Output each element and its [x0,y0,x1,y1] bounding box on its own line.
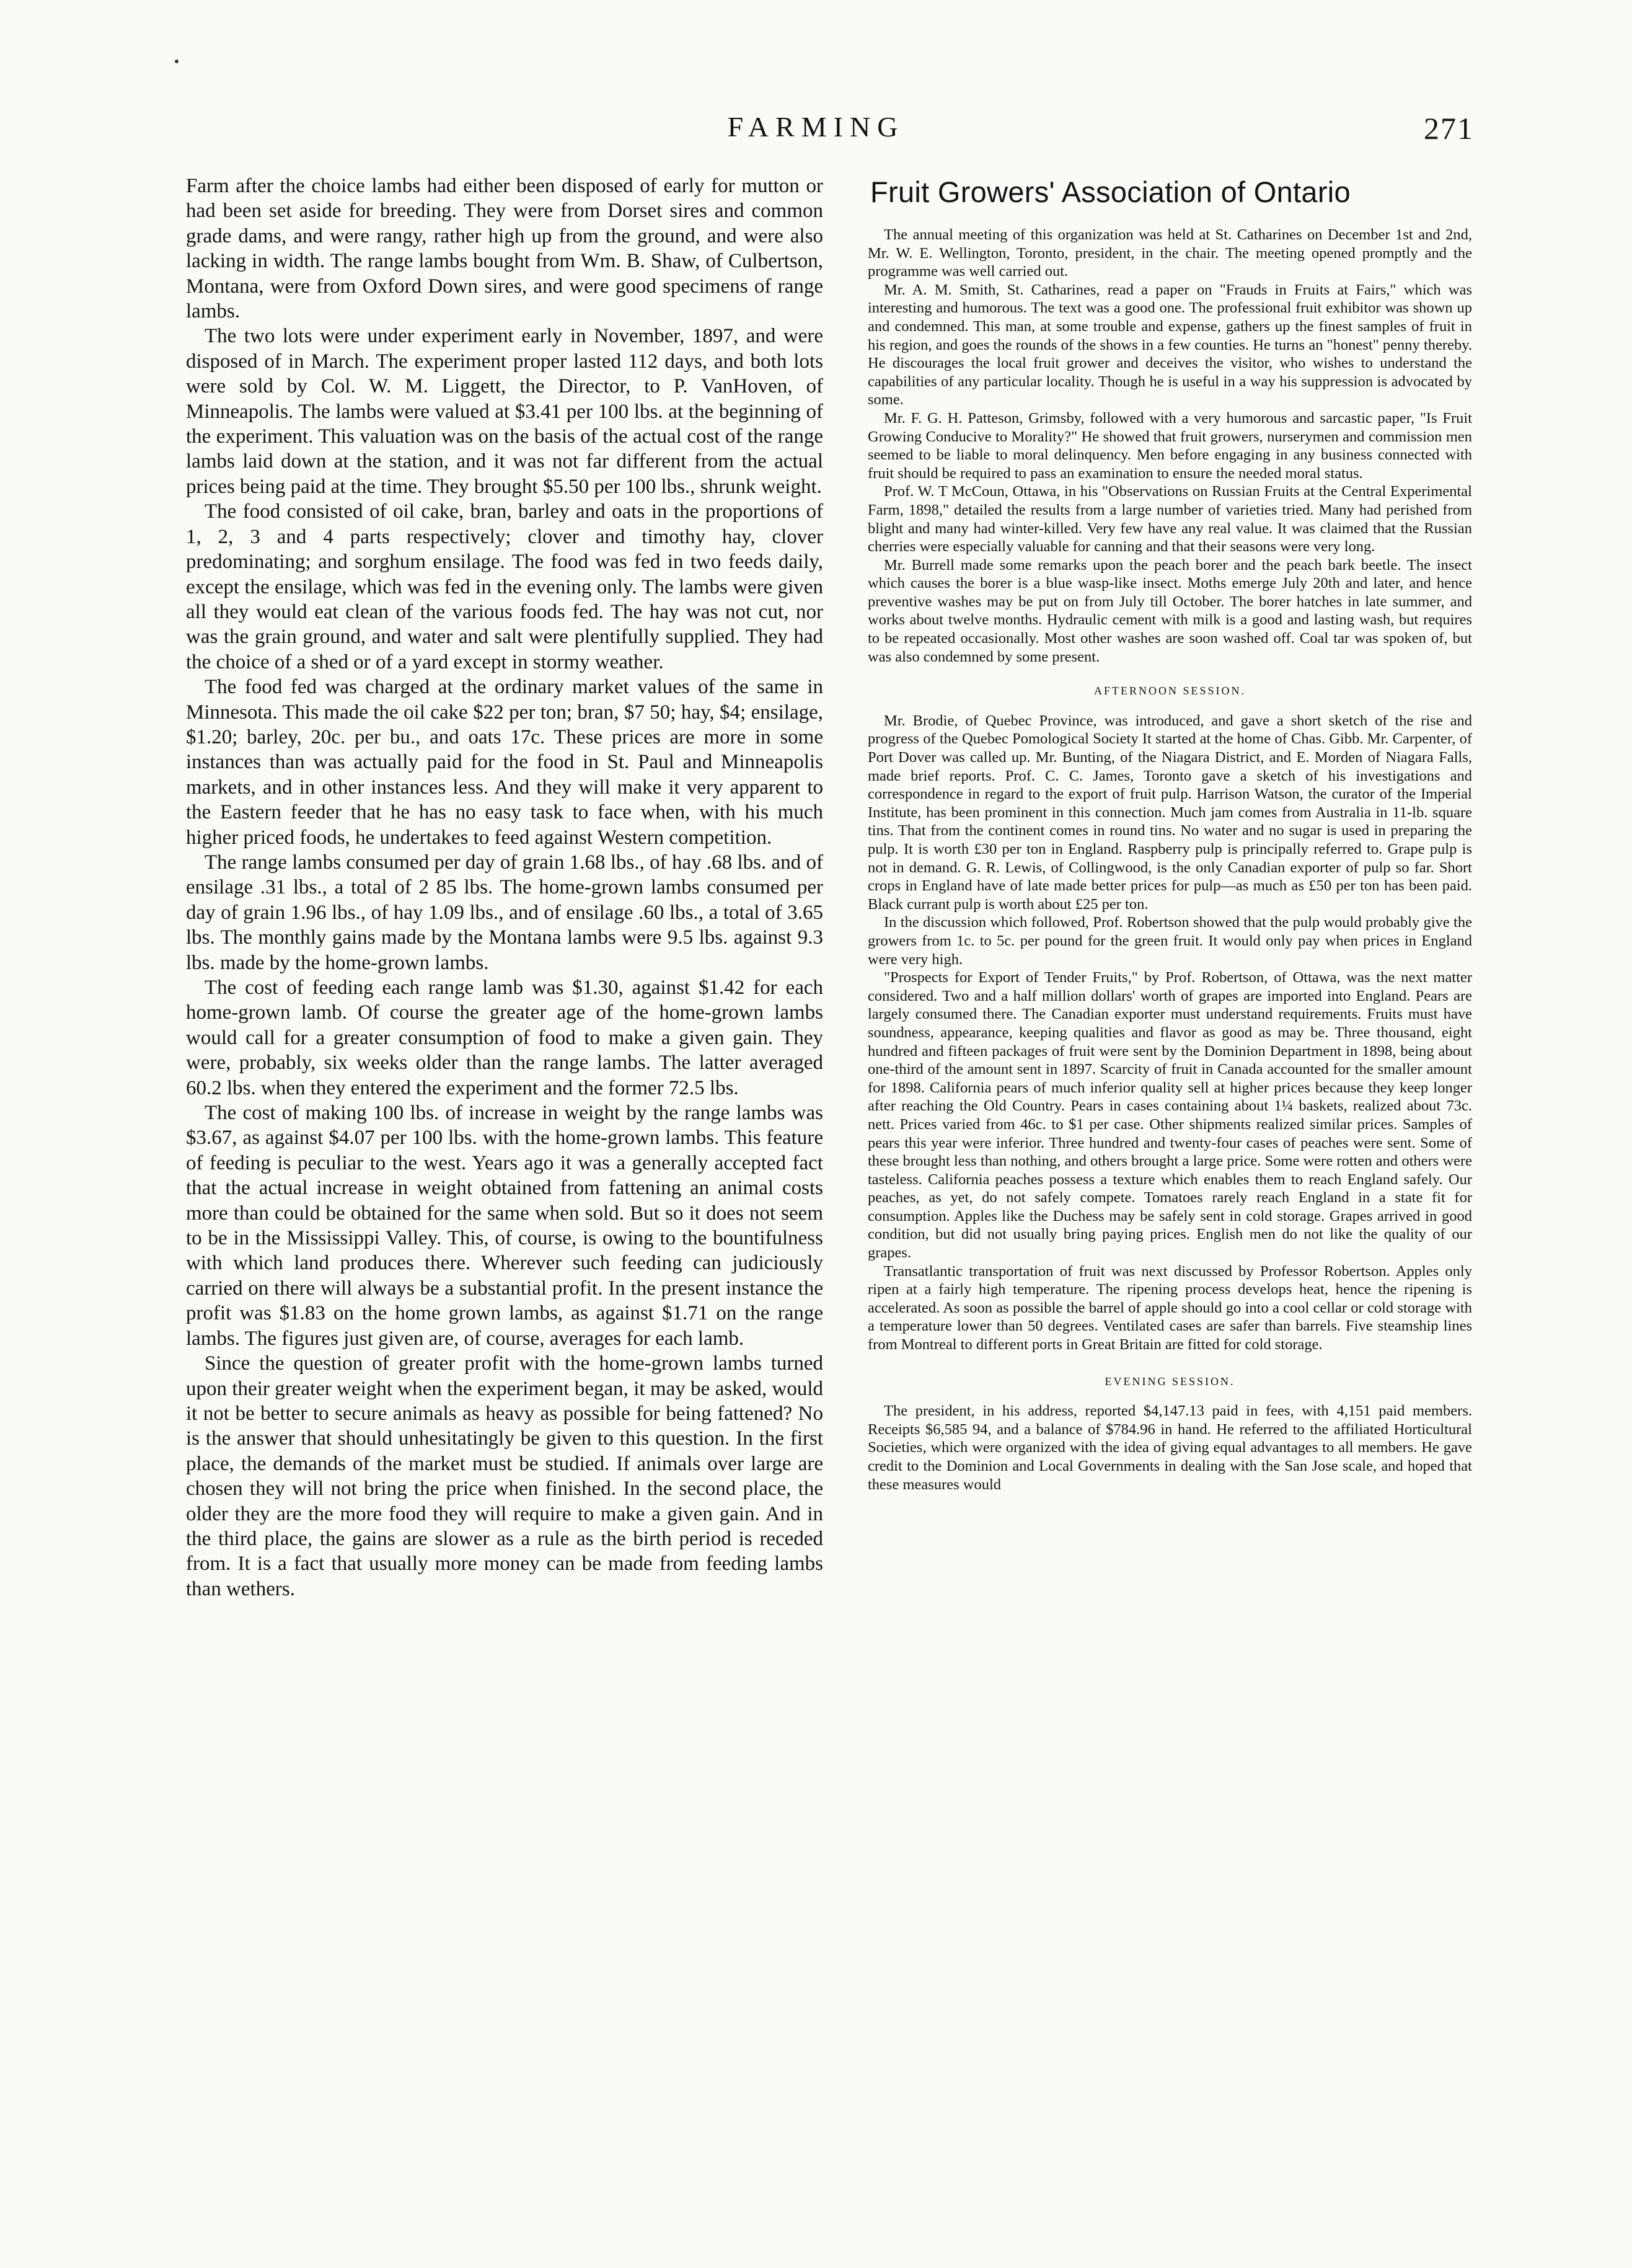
body-paragraph: In the discussion which followed, Prof. Robertson showed that the pulp would probably give the growers from 1c. to 5c. per pound for the green fruit. It would only pay when prices in England were very high. [868,914,1472,968]
body-paragraph: Since the question of greater profit with the home-grown lambs turned upon their greater weight when the experiment began, it may be asked, would it not be better to secure animals as heavy as possible for being fattened? No is the answer that should unhesitatingly be given to this question. In the first place, the demands of the market must be studied. If animals over large are chosen they will not bring the price when finished. In the second place, the older they are the more food they will require to make a given gain. And in the third place, the gains are slower as a rule as the birth period is receded from. It is a fact that usually more money can be made from feeding lambs than wethers. [186,1352,823,1600]
article-title: Fruit Growers' Association of Ontario [870,175,1351,208]
body-paragraph: The two lots were under experiment early in November, 1897, and were disposed of in March. The experiment proper lasted 112 days, and both lots were sold by Col. W. M. Liggett, the Director, to P. VanHoven, of Minneapolis. The lambs were valued at $3.41 per 100 lbs. at the beginning of the experiment. This valuation was on the basis of the actual cost of the range lambs laid down at the station, and it was not far different from the actual prices being paid at the time. They brought $5.50 per 100 lbs., shrunk weight. [186,325,823,498]
page-number: 271 [1424,111,1474,146]
section-heading-evening: EVENING SESSION. [1105,1375,1235,1388]
body-paragraph: Mr. F. G. H. Patteson, Grimsby, followed with a very humorous and sarcastic paper, "Is Fruit Growing Conducive to Morality?" He showed that fruit growers, nurserymen and commission men seemed to be liable to moral delinquency. Men before engaging in any business connected with fruit should be required to pass an examination to ensure the needed moral status. [868,409,1472,482]
body-paragraph: The range lambs consumed per day of grain 1.68 lbs., of hay .68 lbs. and of ensilage .31 lbs., a total of 2 85 lbs. The home-grown lambs consumed per day of grain 1.96 lbs., of hay 1.09 lbs., and of ensilage .60 lbs., a total of 3.65 lbs. The monthly gains made by the Montana lambs were 9.5 lbs. against 9.3 lbs. made by the home-grown lambs. [186,851,823,974]
running-head [0,105,1632,155]
section-heading-afternoon: AFTERNOON SESSION. [1093,684,1246,698]
left-column [186,174,823,1601]
right-column [868,174,1472,1494]
body-paragraph: Transatlantic transportation of fruit was next discussed by Professor Robertson. Apples only ripen at a fairly high temperature. The ripening process develops heat, hence the ripening is accelerated. As soon as possible the barrel of apple should go into a cool cellar or cold storage with a temperature lower than 50 degrees. Ventilated cases are safer than barrels. Five steamship lines from Montreal to different ports in Great Britain are fitted for cold storage. [868,1262,1472,1353]
body-paragraph: Mr. A. M. Smith, St. Catharines, read a paper on "Frauds in Fruits at Fairs," which was interesting and humorous. The text was a good one. The professional fruit exhibitor was shown up and condemned. This man, at some trouble and expense, gathers up the finest samples of fruit in his region, and goes the rounds of the shows in a few counties. He turns an "honest" penny thereby. He discourages the local fruit grower and deceives the visitor, who wishes to understand the capabilities of any particular locality. Though he is useful in a way his suppression is advocated by some. [868,281,1472,409]
body-paragraph: Mr. Burrell made some remarks upon the peach borer and the peach bark beetle. The insect which causes the borer is a blue wasp-like insect. Moths emerge July 20th and later, and hence preventive washes may be put on from July till October. The borer hatches in late summer, and works about twelve months. Hydraulic cement with milk is a good and lasting wash, but requires to be repeated occasionally. Most other washes are soon washed off. Coal tar was spoken of, but was also condemned by some present. [868,556,1472,665]
body-paragraph: Farm after the choice lambs had either been disposed of early for mutton or had been set aside for breeding. They were from Dorset sires and common grade dams, and were rangy, rather high up from the ground, and were also lacking in width. The range lambs bought from Wm. B. Shaw, of Culbertson, Montana, were from Oxford Down sires, and were good specimens of range lambs. [186,175,823,323]
body-paragraph: "Prospects for Export of Tender Fruits," by Prof. Robertson, of Ottawa, was the next matter considered. Two and a half million dollars' worth of grapes are imported into England. Pears are largely consumed there. The Canadian exporter must understand requirements. Fruits must have soundness, appearance, keeping qualities and flavor as good as may be. Three thousand, eight hundred and fifteen packages of fruit were sent by the Dominion Department in 1898, being about one-third of the amount sent in 1897. Scarcity of fruit in Canada accounted for the smaller amount for 1898. California pears of much inferior quality sell at higher prices because they keep longer after reaching the Old Country. Pears in cases containing about 1¼ baskets, realized about 73c. nett. Prices varied from 46c. to $1 per case. Other shipments realized similar prices. Samples of pears this year were inferior. Three hundred and twenty-four cases of peaches were sent. Some of these brought less than nothing, and others brought a large price. Some were rotten and others were tasteless. California peaches possess a texture which enables them to reach England safely. Our peaches, as yet, do not safely compete. Tomatoes rarely reach England in a state fit for consumption. Apples like the Duchess may be safely sent in cold storage. Grapes arrived in good condition, but did not usually bring paying prices. English men do not like the quality of our grapes. [868,969,1472,1262]
body-paragraph: The cost of making 100 lbs. of increase in weight by the range lambs was $3.67, as against $4.07 per 100 lbs. with the home-grown lambs. This feature of feeding is peculiar to the west. Years ago it was a generally accepted fact that the actual increase in weight obtained from fattening an animal costs more than could be obtained for the same when sold. But so it does not seem to be in the Mississippi Valley. This, of course, is owing to the bountifulness with which land produces there. Wherever such feeding can judiciously carried on there will always be a substantial profit. In the present instance the profit was $1.83 on the home grown lambs, as against $1.71 on the range lambs. The figures just given are, of course, averages for each lamb. [186,1102,823,1350]
body-paragraph: The food consisted of oil cake, bran, barley and oats in the proportions of 1, 2, 3 and 4 parts respectively; clover and timothy hay, clover predominating; and sorghum ensilage. The food was fed in two feeds daily, except the ensilage, which was fed in the evening only. The lambs were given all they would eat clean of the various foods fed. The hay was not cut, nor was the grain ground, and water and salt were plentifully supplied. They had the choice of a shed or of a yard except in stormy weather. [186,500,823,673]
journal-title: FARMING [727,111,905,143]
body-paragraph: The annual meeting of this organization was held at St. Catharines on December 1st and 2nd, Mr. W. E. Wellington, Toronto, president, in the chair. The meeting opened promptly and the programme was well carried out. [868,226,1472,280]
body-paragraph: Prof. W. T McCoun, Ottawa, in his "Observations on Russian Fruits at the Central Experimental Farm, 1898," detailed the results from a large number of varieties tried. Many had perished from blight and many had winter-killed. Very few have any real value. It was claimed that the Russian cherries were especially valuable for canning and that their seasons were very long. [868,483,1472,556]
print-speck [175,60,179,63]
body-paragraph: The food fed was charged at the ordinary market values of the same in Minnesota. This made the oil cake $22 per ton; bran, $7 50; hay, $4; ensilage, $1.20; barley, 20c. per bu., and oats 17c. These prices are more in some instances than was actually paid for the food in St. Paul and Minneapolis markets, and in other instances less. And they will make it very apparent to the Eastern feeder that he has no easy task to face when, with his much higher priced foods, he undertakes to feed against Western competition. [186,676,823,849]
body-paragraph: The cost of feeding each range lamb was $1.30, against $1.42 for each home-grown lamb. Of course the greater age of the home-grown lambs would call for a greater consumption of food to make a given gain. They were, probably, six weeks older than the range lambs. The latter averaged 60.2 lbs. when they entered the experiment and the former 72.5 lbs. [186,977,823,1099]
body-paragraph: Mr. Brodie, of Quebec Province, was introduced, and gave a short sketch of the rise and progress of the Quebec Pomological Society It started at the home of Chas. Gibb. Mr. Carpenter, of Port Dover was called up. Mr. Bunting, of the Niagara District, and E. Morden of Niagara Falls, made brief reports. Prof. C. C. James, Toronto gave a sketch of his investigations and correspondence in regard to the export of fruit pulp. Harrison Watson, the curator of the Imperial Institute, has been prominent in this connection. Much jam comes from Australia in 11-lb. square tins. That from the continent comes in round tins. No water and no sugar is used in preparing the pulp. It is worth £30 per ton in England. Raspberry pulp is principally referred to. Grape pulp is not in demand. G. R. Lewis, of Collingwood, is the only Canadian exporter of pulp so far. Short crops in England have of late made better prices for pulp—as much as £50 per ton has been paid. Black currant pulp is worth about £25 per ton. [868,712,1472,913]
body-paragraph: The president, in his address, reported $4,147.13 paid in fees, with 4,151 paid members. Receipts $6,585 94, and a balance of $784.96 in hand. He referred to the affiliated Horticultural Societies, which were organized with the idea of giving equal advantages to all members. He gave credit to the Dominion and Local Governments in dealing with the San Jose scale, and hoped that these measures would [868,1402,1472,1493]
